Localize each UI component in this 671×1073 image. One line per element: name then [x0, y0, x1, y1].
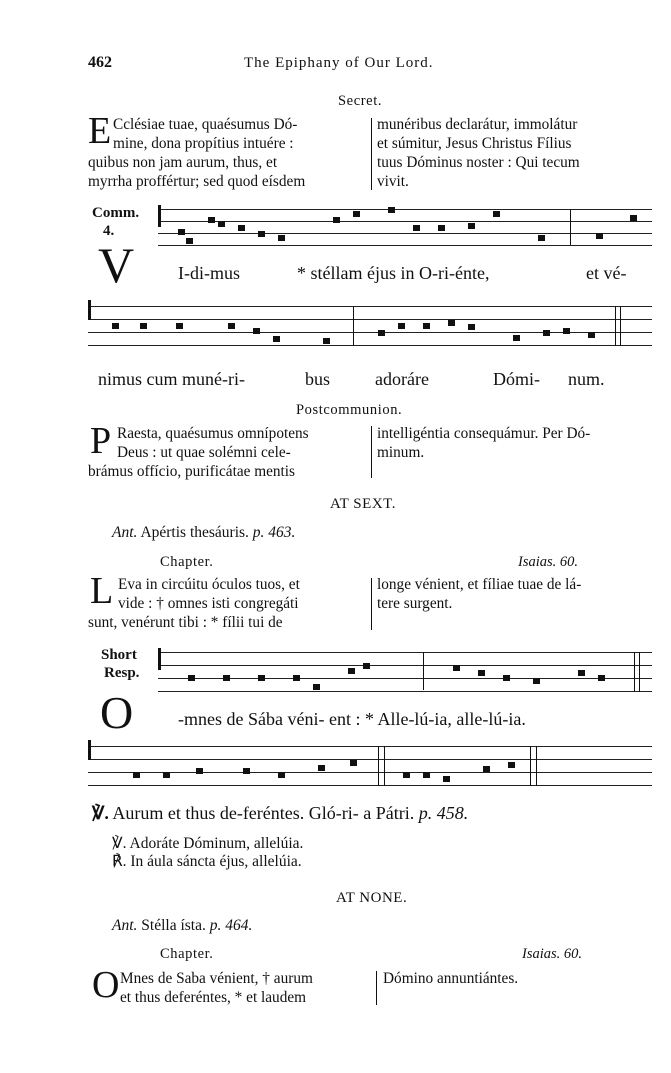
none-dropcap: O — [92, 964, 120, 1006]
secret-right-col — [377, 115, 652, 191]
response-text: In áula sáncta éjus, allelúia. — [130, 853, 302, 870]
sext-antiphon — [112, 524, 295, 542]
resp-initial: O — [100, 687, 134, 738]
antiphon-text: Stélla ísta. — [141, 917, 206, 934]
sext-heading: AT SEXT. — [330, 496, 396, 512]
postcommunion-heading: Postcommunion. — [296, 402, 403, 418]
comm-lyrics-c: et vé- — [586, 263, 627, 283]
none-left-col — [120, 969, 370, 1007]
antiphon-ref: p. 464. — [209, 917, 253, 934]
none-right-col — [383, 969, 653, 988]
column-divider — [371, 578, 372, 630]
antiphon-ref: p. 463. — [252, 524, 296, 541]
comm-mode: 4. — [103, 223, 115, 239]
postcommunion-left-col-lower — [88, 462, 368, 481]
text-line: Dómino annuntiántes. — [383, 970, 519, 987]
versicle-main — [92, 802, 468, 824]
running-title: The Epiphany of Our Lord. — [244, 55, 434, 71]
clef — [88, 740, 91, 760]
none-chapter-label: Chapter. — [160, 946, 214, 962]
text-line: tuus Dóminus noster : Qui tecum — [377, 154, 580, 171]
comm-lyrics-e: bus — [305, 369, 331, 389]
sext-left-col — [118, 575, 368, 613]
column-divider — [371, 118, 372, 190]
versicle-line — [112, 835, 303, 853]
text-line: Cclésiae tuae, quaésumus Dó- — [113, 116, 298, 133]
text-line: tere surgent. — [377, 595, 453, 612]
text-line: myrrha proffértur; sed quod eísdem — [88, 173, 306, 190]
comm-lyrics-a: I-di-mus — [178, 263, 240, 283]
clef — [158, 648, 161, 670]
clef — [88, 300, 91, 320]
comm-lyrics-b: * stéllam éjus in O-ri-énte, — [297, 263, 490, 283]
text-line: intelligéntia consequámur. Per Dó- — [377, 425, 591, 442]
chant-staff — [88, 740, 652, 792]
comm-initial: V — [98, 237, 135, 293]
sext-chapter-label: Chapter. — [160, 554, 214, 570]
page-number: 462 — [88, 54, 112, 71]
short-resp-label-2: Resp. — [104, 665, 140, 681]
secret-left-col-lower — [88, 153, 368, 191]
text-line: vide : † omnes isti congregáti — [118, 595, 299, 612]
antiphon-prefix: Ant. — [112, 917, 138, 934]
versicle-text: Adoráte Dóminum, allelúia. — [129, 835, 304, 852]
text-line: et súmitur, Jesus Christus Fílius — [377, 135, 572, 152]
text-line: sunt, venérunt tibi : * fílii tui de — [88, 614, 283, 631]
comm-lyrics-f: adoráre — [375, 369, 429, 389]
chant-staff — [158, 205, 652, 247]
chant-staff — [88, 300, 652, 352]
sext-right-col — [377, 575, 655, 613]
response-symbol: ℟. — [112, 853, 127, 870]
text-line: longe vénient, et fíliae tuae de lá- — [377, 576, 582, 593]
text-line: vivit. — [377, 173, 409, 190]
text-line: mine, dona propítius intuére : — [113, 135, 294, 152]
text-line: munéribus declarátur, immolátur — [377, 116, 578, 133]
comm-label: Comm. — [92, 205, 140, 221]
postcommunion-left-col — [117, 424, 367, 462]
versicle-text: Aurum et thus de-feréntes. Gló-ri- a Pátri. — [112, 803, 415, 823]
column-divider — [371, 426, 372, 478]
comm-lyrics-d: nimus cum muné-ri- — [98, 369, 245, 389]
comm-lyrics-h: num. — [568, 369, 605, 389]
column-divider — [376, 971, 377, 1005]
none-chapter-ref: Isaias. 60. — [522, 946, 583, 962]
sext-chapter-ref: Isaias. 60. — [518, 554, 579, 570]
versicle-symbol: ℣. — [112, 835, 127, 852]
text-line: Raesta, quaésumus omnípotens — [117, 425, 309, 442]
none-antiphon — [112, 917, 252, 935]
sext-left-col-lower — [88, 613, 368, 632]
none-heading: AT NONE. — [336, 890, 408, 906]
comm-lyrics-g: Dómi- — [493, 369, 540, 389]
versicle-symbol: ℣. — [92, 803, 109, 823]
secret-dropcap: E — [88, 110, 112, 152]
text-line: quibus non jam aurum, thus, et — [88, 154, 278, 171]
sext-dropcap: L — [90, 570, 114, 612]
text-line: Deus : ut quae solémni cele- — [117, 444, 291, 461]
short-resp-label-1: Short — [101, 647, 137, 663]
text-line: Mnes de Saba vénient, † aurum — [120, 970, 313, 987]
text-line: minum. — [377, 444, 425, 461]
postcommunion-right-col — [377, 424, 655, 462]
clef — [158, 205, 161, 227]
antiphon-text: Apértis thesáuris. — [140, 524, 249, 541]
text-line: et thus deferéntes, * et laudem — [120, 989, 307, 1006]
versicle-ref: p. 458. — [418, 803, 469, 823]
secret-left-col — [113, 115, 368, 153]
secret-heading: Secret. — [338, 93, 383, 109]
postcommunion-dropcap: P — [90, 420, 112, 462]
response-line — [112, 853, 302, 871]
text-line: brámus offício, purificátae mentis — [88, 463, 296, 480]
text-line: Eva in circúitu óculos tuos, et — [118, 576, 300, 593]
resp-lyrics: -mnes de Sába véni- ent : * Alle-lú-ia, alle-lú-ia. — [178, 709, 526, 729]
antiphon-prefix: Ant. — [112, 524, 138, 541]
chant-staff — [158, 648, 652, 693]
